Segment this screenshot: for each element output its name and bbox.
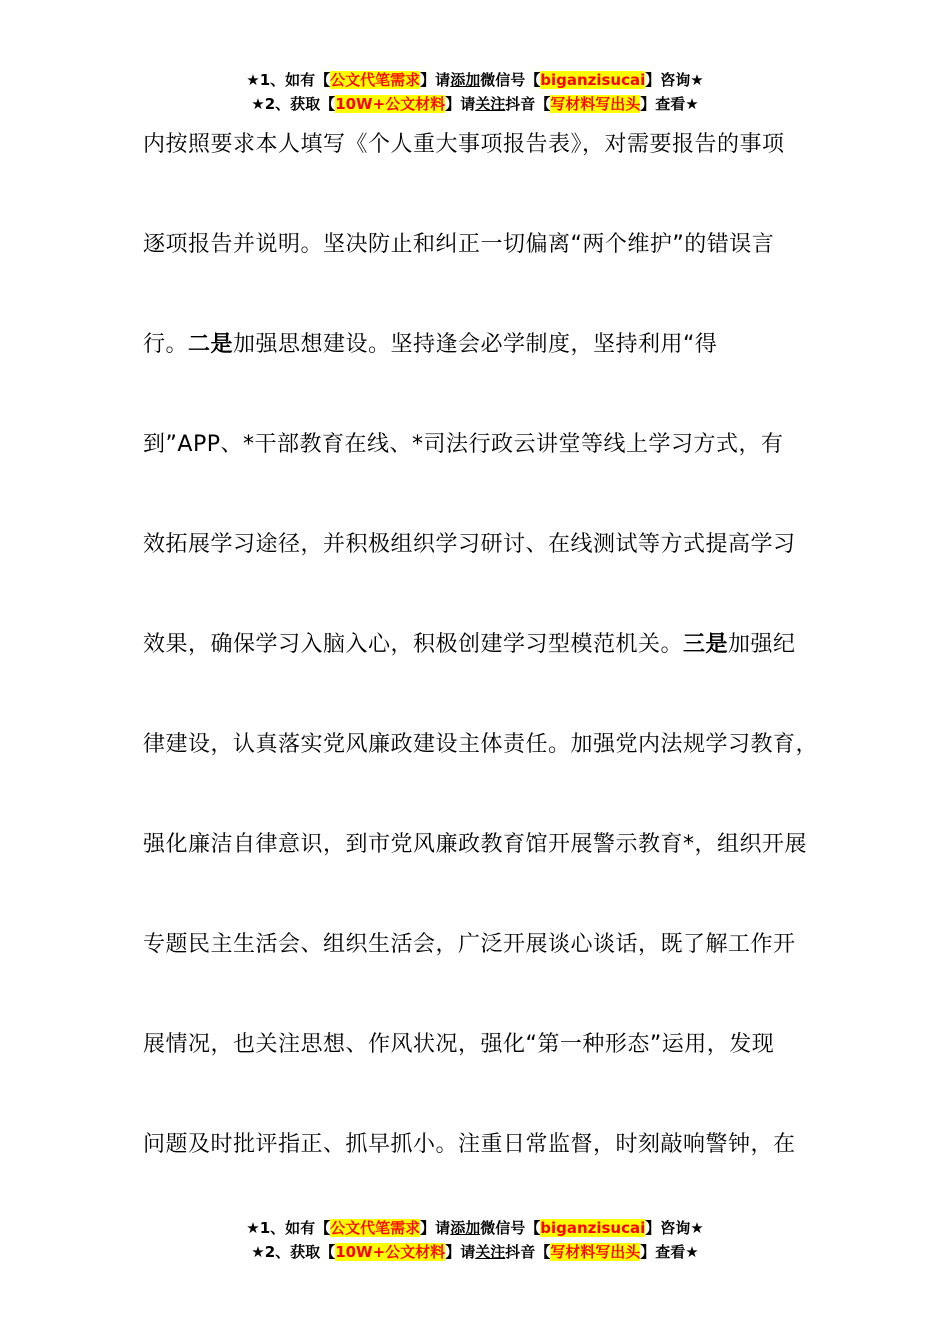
- paragraph-line: [143, 620, 843, 720]
- line-text: 行。: [143, 332, 189, 357]
- bold-marker-third: 三是: [683, 632, 729, 657]
- banner-text: ★2、获取【: [251, 95, 336, 113]
- paragraph-line: 到”APP、*干部教育在线、*司法行政云讲堂等线上学习方式，有: [143, 432, 784, 457]
- banner-text: 】请: [445, 1243, 476, 1261]
- paragraph-line: 效拓展学习途径，并积极组织学习研讨、在线测试等方式提高学习: [143, 532, 796, 557]
- line-text: 加强思想建设。坚持逢会必学制度，坚持利用“得: [233, 332, 718, 357]
- underlined-text: 添加: [450, 71, 481, 89]
- banner-line-1: [0, 68, 950, 92]
- highlight-materials: 10W+公文材料: [335, 95, 446, 113]
- banner-text: ★1、如有【: [246, 71, 331, 89]
- banner-text: 】咨询★: [645, 1219, 704, 1237]
- banner-line-2: [0, 92, 950, 116]
- paragraph-line: 内按照要求本人填写《个人重大事项报告表》，对需要报告的事项: [143, 132, 785, 157]
- highlight-materials: 10W+公文材料: [335, 1243, 446, 1261]
- paragraph-line: 律建设，认真落实党风廉政建设主体责任。加强党内法规学习教育，: [143, 732, 819, 757]
- paragraph-line: 展情况，也关注思想、作风状况，强化“第一种形态”运用，发现: [143, 1032, 775, 1057]
- banner-text: 】查看★: [640, 1243, 699, 1261]
- line-text: 效果，确保学习入脑入心，积极创建学习型模范机关。: [143, 632, 684, 657]
- highlight-wechat-id: biganzisucai: [540, 71, 646, 89]
- paragraph-line: 逐项报告并说明。坚决防止和纠正一切偏离“两个维护”的错误言: [143, 232, 775, 257]
- paragraph-line: 问题及时批评指正、抓早抓小。注重日常监督，时刻敲响警钟，在: [143, 1132, 796, 1157]
- paragraph-line: 专题民主生活会、组织生活会，广泛开展谈心谈话，既了解工作开: [143, 932, 796, 957]
- banner-text: 】请: [420, 1219, 451, 1237]
- banner-text: 】查看★: [640, 95, 699, 113]
- footer-banner: [0, 1216, 950, 1264]
- bold-marker-second: 二是: [188, 332, 234, 357]
- underlined-text: 关注: [475, 1243, 506, 1261]
- highlight-wechat-id: biganzisucai: [540, 1219, 646, 1237]
- paragraph-line: [143, 320, 843, 420]
- banner-text: 】咨询★: [645, 71, 704, 89]
- underlined-text: 添加: [450, 1219, 481, 1237]
- document-body: [143, 120, 843, 1220]
- banner-text: 微信号【: [480, 1219, 541, 1237]
- highlight-service: 公文代笔需求: [330, 71, 421, 89]
- paragraph-line: 强化廉洁自律意识，到市党风廉政教育馆开展警示教育*，组织开展: [143, 832, 808, 857]
- highlight-service: 公文代笔需求: [330, 1219, 421, 1237]
- banner-text: 】请: [445, 95, 476, 113]
- header-banner: [0, 68, 950, 116]
- highlight-douyin-account: 写材料写出头: [550, 1243, 641, 1261]
- banner-text: 抖音【: [505, 95, 551, 113]
- banner-text: ★2、获取【: [251, 1243, 336, 1261]
- banner-line-2: [0, 1240, 950, 1264]
- banner-text: 微信号【: [480, 71, 541, 89]
- banner-text: 抖音【: [505, 1243, 551, 1261]
- banner-text: ★1、如有【: [246, 1219, 331, 1237]
- highlight-douyin-account: 写材料写出头: [550, 95, 641, 113]
- line-text: 加强纪: [728, 632, 796, 657]
- underlined-text: 关注: [475, 95, 506, 113]
- banner-text: 】请: [420, 71, 451, 89]
- banner-line-1: [0, 1216, 950, 1240]
